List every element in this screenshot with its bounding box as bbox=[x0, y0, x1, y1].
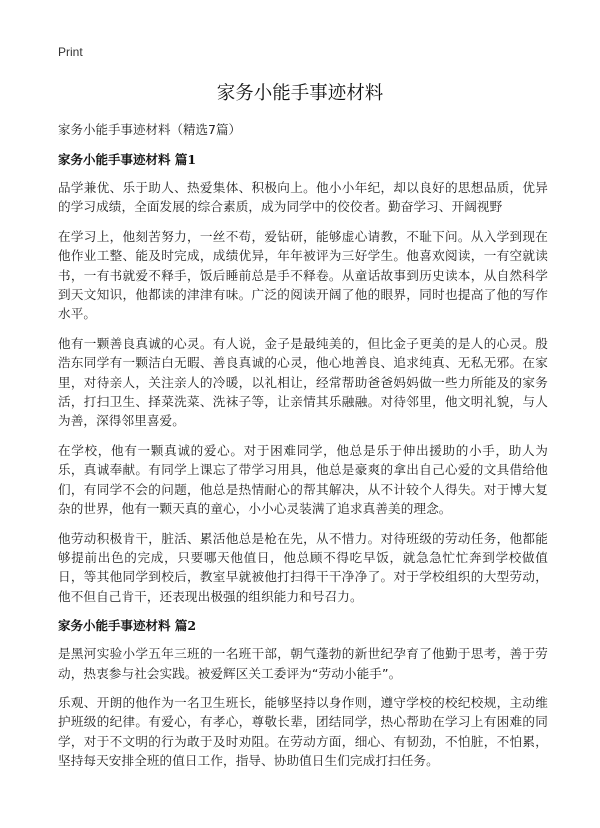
paragraph: 乐观、开朗的他作为一名卫生班长，能够坚持以身作则，遵守学校的校纪校规，主动维护班级的纪律。有爱心，有孝心，尊敬长辈，团结同学，热心帮助在学习上有困难的同学，对于不文明的行为敢于及时劝阻。在劳动方面，细心、有韧劲，不怕脏，不怕累，坚持每天安排全班的值日工作，指导、协助值日生们完成打扫任务。 bbox=[58, 694, 548, 769]
paragraph: 他劳动积极肯干，脏活、累活他总是枪在先，从不惜力。对待班级的劳动任务，他都能够提前出色的完成，只要哪天他值日，他总顾不得吃早饭，就急急忙忙奔到学校做值日，等其他同学到校后，教室早就被他打扫得干干净净了。对于学校组织的大型劳动，他不但自己肯干，还表现出极强的组织能力和号召力。 bbox=[58, 530, 548, 604]
paragraph: 在学校，他有一颗真诚的爱心。对于困难同学，他总是乐于伸出援助的小手，助人为乐，真诚奉献。有同学上课忘了带学习用具，他总是豪爽的拿出自己心爱的文具借给他们，有同学不会的问题，他总是热情耐心的帮其解决，从不计较个人得失。对于博大复杂的世界，他有一颗天真的童心，小小心灵装满了追求真善美的理念。 bbox=[58, 442, 548, 517]
print-link[interactable]: Print bbox=[58, 45, 83, 59]
paragraph: 是黑河实验小学五年三班的一名班干部，朝气蓬勃的新世纪孕育了他勤于思考，善于劳动，热衷参与社会实践。被爱辉区关工委评为“劳动小能手”。 bbox=[58, 646, 548, 681]
paragraph: 他有一颗善良真诚的心灵。有人说，金子是最纯美的，但比金子更美的是人的心灵。殷浩东同学有一颗洁白无暇、善良真诚的心灵，他心地善良、追求纯真、无私无邪。在家里，对待亲人，关注亲人的冷暖，以礼相让，经常帮助爸爸妈妈做一些力所能及的家务活，打扫卫生、择菜洗菜、洗袜子等，让亲情其乐融融。对待邻里，他文明礼貌，与人为善，深得邻里喜爱。 bbox=[58, 335, 548, 429]
section-heading-1: 家务小能手事迹材料 篇1 bbox=[58, 152, 197, 167]
paragraph: 在学习上，他刻苦努力，一丝不苟，爱钻研，能够虚心请教，不耻下问。从入学到现在他作业工整、能及时完成，成绩优异，年年被评为三好学生。他喜欢阅读，一有空就读书，一有书就爱不释手，饭后睡前总是手不释卷。从童话故事到历史读本，从自然科学到天文知识，他都读的津津有味。广泛的阅读开阔了他的眼界，同时也提高了他的写作水平。 bbox=[58, 228, 548, 322]
document-subtitle: 家务小能手事迹材料（精选7篇） bbox=[58, 122, 241, 137]
section-heading-2: 家务小能手事迹材料 篇2 bbox=[58, 618, 197, 634]
document-body bbox=[58, 150, 548, 781]
page-title: 家务小能手事迹材料 bbox=[216, 83, 384, 104]
paragraph: 品学兼优、乐于助人、热爱集体、积极向上。他小小年纪，却以良好的思想品质，优异的学习成绩，全面发展的综合素质，成为同学中的佼佼者。勤奋学习、开阔视野 bbox=[58, 180, 548, 215]
